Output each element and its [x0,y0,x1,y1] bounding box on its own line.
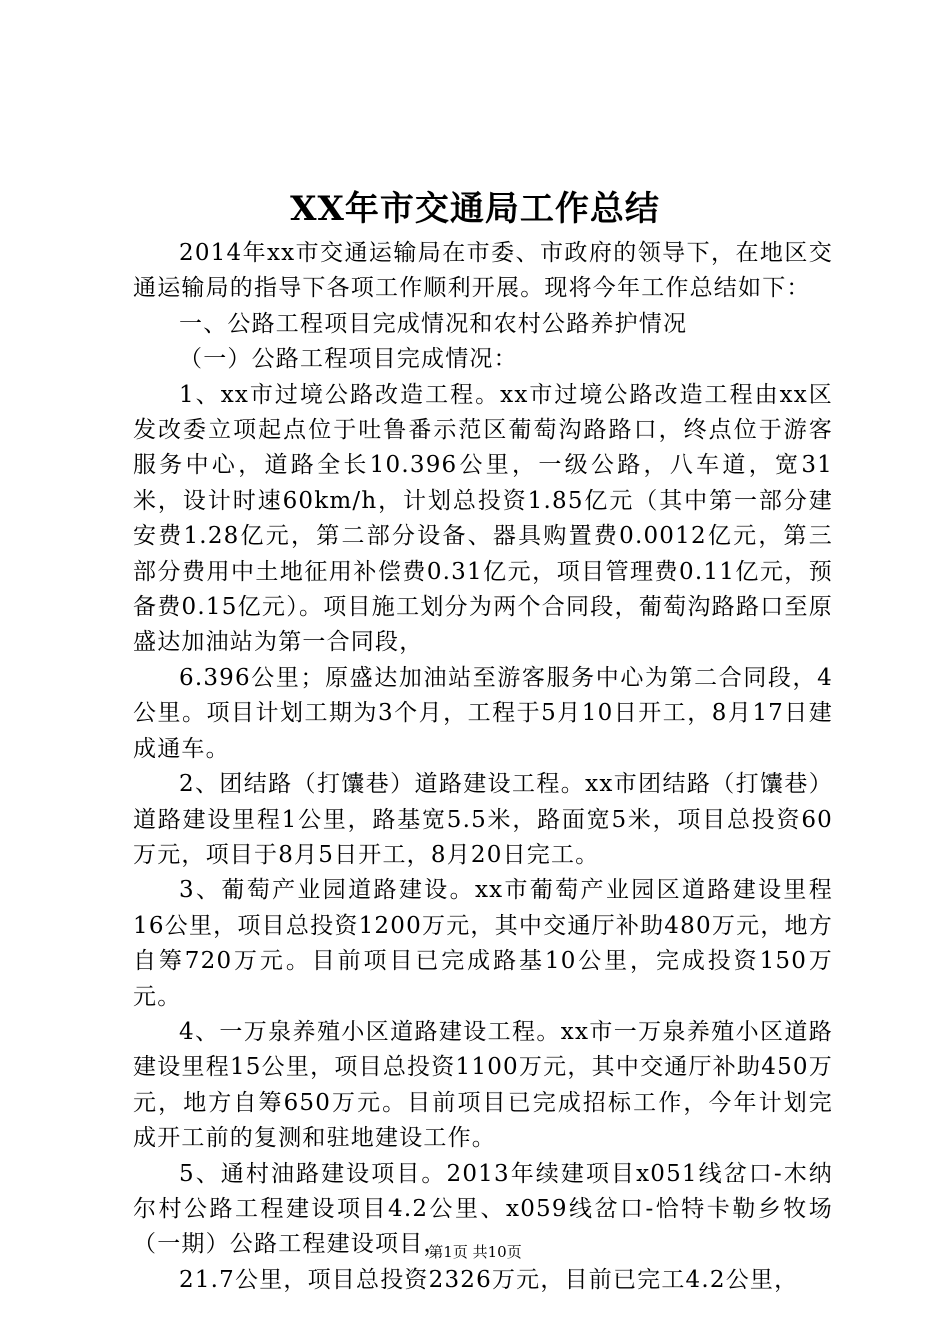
paragraph-item-3: 3、葡萄产业园道路建设。xx市葡萄产业园区道路建设里程16公里，项目总投资1200万元，其中交通厅补助480万元，地方自筹720万元。目前项目已完成路基10公里，完成投资150万元。 [133,877,833,1010]
paragraph-item-5: 5、通村油路建设项目。2013年续建项目x051线岔口-木纳尔村公路工程建设项目4.2公里、x059线岔口-恰特卡勒乡牧场（一期）公路工程建设项目， [133,1160,833,1258]
page-number: 第1页 共10页 [428,1243,522,1261]
section-heading-1: 一、公路工程项目完成情况和农村公路养护情况 [179,310,688,337]
paragraph-item-2: 2、团结路（打馕巷）道路建设工程。xx市团结路（打馕巷）道路建设里程1公里，路基宽5.5米，路面宽5米，项目总投资60万元，项目于8月5日开工，8月20日完工。 [133,771,833,868]
paragraph-item-1-continued: 6.396公里；原盛达加油站至游客服务中心为第二合同段，4公里。项目计划工期为3个月，工程于5月10日开工，8月17日建成通车。 [133,664,833,762]
document-title: XX年市交通局工作总结 [290,189,660,229]
document-body [133,236,833,1298]
paragraph-item-4: 4、一万泉养殖小区道路建设工程。xx市一万泉养殖小区道路建设里程15公里，项目总投资1100万元，其中交通厅补助450万元，地方自筹650万元。目前项目已完成招标工作，今年计划完成开工前的复测和驻地建设工作。 [133,1018,833,1152]
paragraph-item-5-continued: 21.7公里，项目总投资2326万元，目前已完工4.2公里， [179,1266,799,1293]
paragraph-intro: 2014年xx市交通运输局在市委、市政府的领导下，在地区交通运输局的指导下各项工作顺利开展。现将今年工作总结如下： [133,240,833,302]
subsection-heading-1: （一）公路工程项目完成情况： [179,346,518,373]
paragraph-item-1: 1、xx市过境公路改造工程。xx市过境公路改造工程由xx区发改委立项起点位于吐鲁番示范区葡萄沟路路口，终点位于游客服务中心，道路全长10.396公里，一级公路，八车道，宽31米，设计时速60km/h，计划总投资1.85亿元（其中第一部分建安费1.28亿元，第二部分设备、器具购置费0.0012亿元，第三部分费用中土地征用补偿费0.31亿元，项目管理费0.11亿元，预备费0.15亿元）。项目施工划分为两个合同段，葡萄沟路路口至原盛达加油站为第一合同段， [133,381,833,656]
